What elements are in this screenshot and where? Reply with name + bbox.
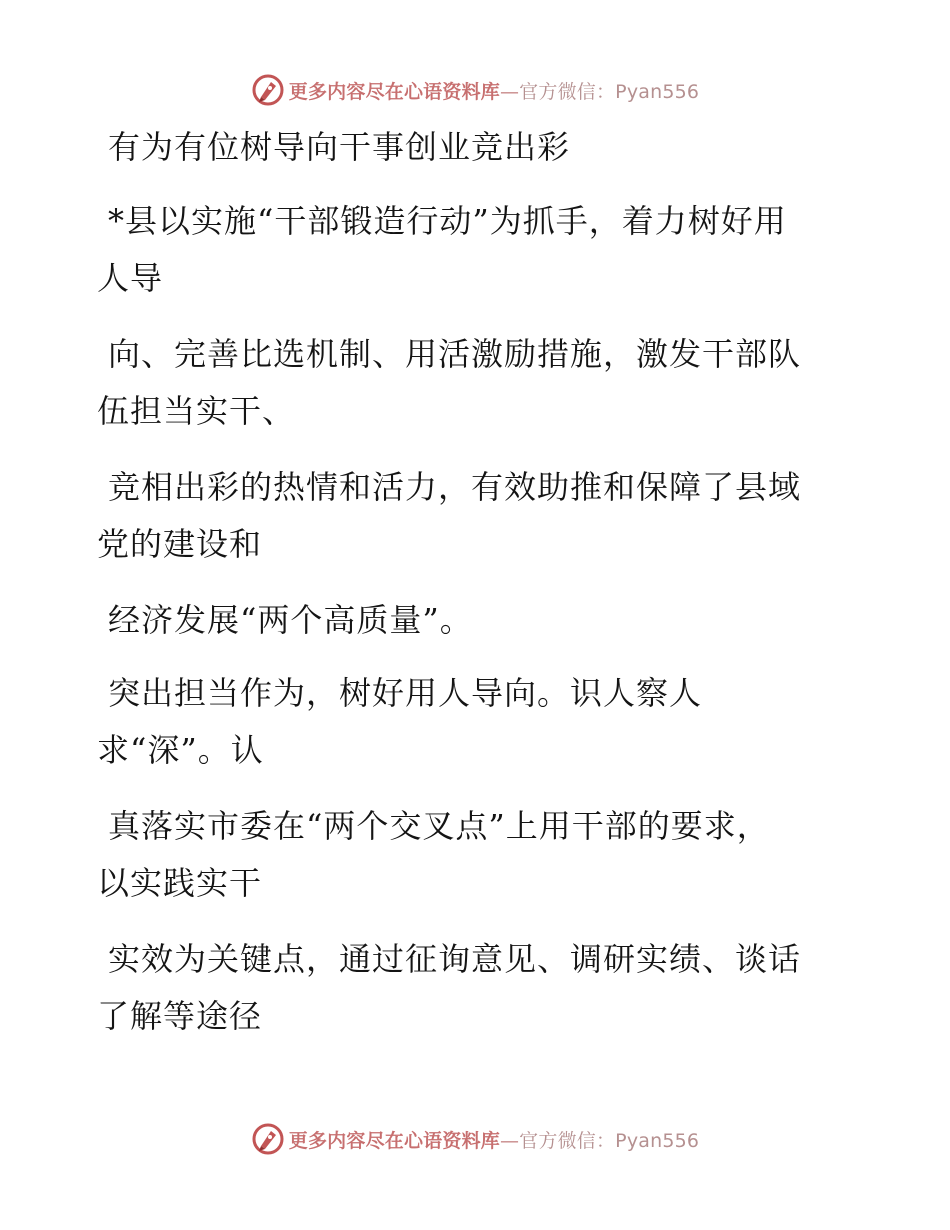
watermark-banner-bottom: [0, 1119, 950, 1159]
paragraph-line: 实效为关键点，通过征询意见、调研实绩、谈话: [108, 940, 802, 978]
paragraph-line: 人导: [97, 259, 164, 297]
paragraph-line: 突出担当作为，树好用人导向。识人察人: [108, 674, 703, 712]
pen-nib-logo-icon: [251, 1122, 285, 1156]
document-title: 有为有位树导向干事创业竞出彩: [108, 128, 571, 166]
paragraph-line: 了解等途径: [97, 997, 263, 1035]
paragraph-line: 竞相出彩的热情和活力，有效助推和保障了县域: [108, 468, 802, 506]
watermark-suffix: 官方微信：Pyan556: [519, 80, 700, 103]
paragraph-line: 党的建设和: [97, 525, 263, 563]
paragraph-line: 求“深”。认: [97, 731, 264, 769]
watermark-separator: —: [499, 1129, 520, 1152]
paragraph-line: 向、完善比选机制、用活激励措施，激发干部队: [108, 335, 802, 373]
watermark-separator: —: [499, 80, 520, 103]
paragraph-line: *县以实施“干部锻造行动”为抓手，着力树好用: [108, 202, 787, 240]
paragraph-line: 以实践实干: [97, 864, 263, 902]
paragraph-line: 经济发展“两个高质量”。: [108, 601, 473, 639]
watermark-prefix: 更多内容尽在心语资料库: [288, 80, 500, 103]
watermark-prefix: 更多内容尽在心语资料库: [288, 1129, 500, 1152]
paragraph-line: 真落实市委在“两个交叉点”上用干部的要求，: [108, 807, 770, 845]
watermark-text: [289, 1126, 699, 1153]
watermark-suffix: 官方微信：Pyan556: [519, 1129, 700, 1152]
paragraph-line: 伍担当实干、: [97, 392, 296, 430]
